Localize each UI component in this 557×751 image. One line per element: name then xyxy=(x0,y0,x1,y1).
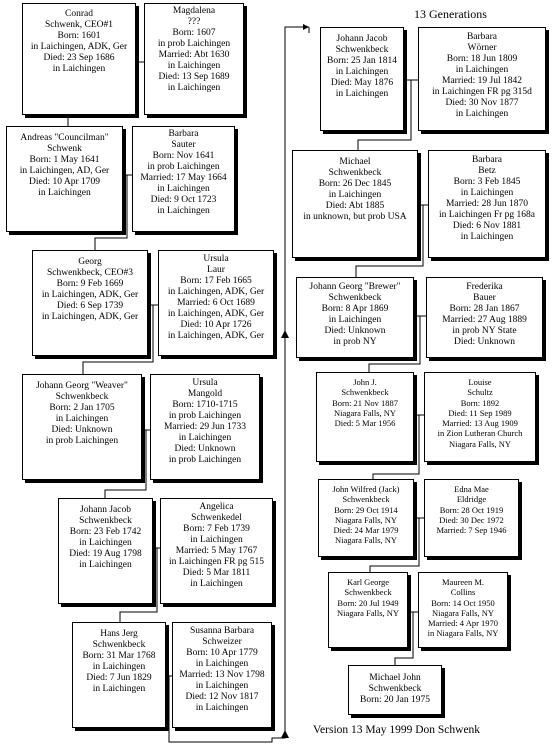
person-line: Married: 7 Sep 1946 xyxy=(436,525,507,536)
person-box-barbara-betz[interactable] xyxy=(428,150,546,258)
person-box-john-j[interactable] xyxy=(316,372,414,462)
person-line: Died: 7 Jun 1829 xyxy=(86,673,152,683)
person-line: Born: Nov 1641 xyxy=(152,151,215,161)
person-line: Schwenkbeck xyxy=(328,168,382,178)
person-line: Died: 6 Sep 1739 xyxy=(56,301,124,311)
person-box-barbara-worner[interactable] xyxy=(418,27,546,131)
person-line: in Laichingen xyxy=(157,206,210,216)
person-line: in Laichingen xyxy=(460,232,514,242)
person-line: Married: 6 Oct 1689 xyxy=(177,298,255,308)
person-line: in Laichingen xyxy=(157,184,210,194)
person-line: Born: 21 Nov 1887 xyxy=(332,397,398,408)
person-line: Schwenkbeck xyxy=(341,387,389,398)
person-line: Schwenkbeck, CEO#3 xyxy=(46,268,133,278)
person-box-karl-george[interactable] xyxy=(328,572,408,648)
person-line: in Laichingen xyxy=(190,579,243,589)
person-line: Ursula xyxy=(192,378,218,388)
person-box-johann-georg-weaver[interactable] xyxy=(22,374,142,480)
person-line: in Laichingen xyxy=(79,560,132,570)
person-box-louise[interactable] xyxy=(424,372,536,462)
person-line: Born: 18 Jun 1809 xyxy=(446,54,518,64)
person-line: Georg xyxy=(78,257,102,267)
person-line: in Laichingen, ADK, Ger xyxy=(41,312,139,322)
person-line: in Laichingen xyxy=(460,188,514,198)
person-line: in prob Laichingen xyxy=(45,436,119,446)
person-line: Born: 10 Apr 1779 xyxy=(186,648,258,658)
person-line: John Wilfred (Jack) xyxy=(332,484,400,494)
person-line: Married: 28 Jun 1870 xyxy=(445,199,529,209)
person-line: Schultz xyxy=(467,387,493,398)
person-box-michael[interactable] xyxy=(292,150,418,258)
person-line: Married: Abt 1630 xyxy=(158,50,230,60)
generations-title: 13 Generations xyxy=(414,7,487,21)
person-line: Married: 13 Aug 1909 xyxy=(442,418,518,429)
person-line: Died: 11 Sep 1989 xyxy=(448,407,512,418)
person-line: Died: 12 Nov 1817 xyxy=(185,692,259,702)
person-line: Johann Jacob xyxy=(80,505,131,515)
person-line: Died: 19 Aug 1798 xyxy=(69,549,142,559)
person-line: in prob NY xyxy=(333,337,377,347)
person-line: Born: 25 Jan 1814 xyxy=(327,56,397,66)
person-line: Hans Jerg xyxy=(100,629,138,639)
person-box-frederika[interactable] xyxy=(426,277,543,358)
person-line: Born: 1710-1715 xyxy=(172,400,238,410)
person-line: Born: 14 Oct 1950 xyxy=(431,597,495,608)
person-line: Schwenkbeck xyxy=(92,640,146,650)
person-line: Andreas "Councilman" xyxy=(20,133,109,143)
person-line: Born: 7 Feb 1739 xyxy=(183,524,250,534)
person-box-maureen[interactable] xyxy=(418,572,508,648)
person-line: Schwenkbeck xyxy=(342,494,390,505)
person-line: Born: 28 Jan 1867 xyxy=(449,304,520,314)
person-line: Died: Unknown xyxy=(51,425,113,435)
person-line: Died: 24 Mar 1979 xyxy=(333,525,399,536)
person-line: in Laichingen xyxy=(92,662,146,672)
person-line: Magdalena xyxy=(172,6,216,16)
person-line: Born: 23 Feb 1742 xyxy=(69,527,142,537)
person-line: in prob Laichingen xyxy=(168,455,242,465)
person-box-ursula-mangold[interactable] xyxy=(150,374,260,480)
person-line: Niagara Falls, NY xyxy=(334,514,398,525)
person-line: in unknown, but prob USA xyxy=(303,212,407,222)
version-footer: Version 13 May 1999 Don Schwenk xyxy=(313,724,481,736)
person-line: Sauter xyxy=(171,140,196,150)
person-line: Conrad xyxy=(65,9,93,19)
person-line: Barbara xyxy=(168,129,199,139)
person-line: Died: May 1876 xyxy=(330,78,394,88)
person-line: Barbara xyxy=(466,32,498,42)
person-line: Schwenkbeck xyxy=(328,293,382,303)
person-line: Died: 9 Oct 1723 xyxy=(150,195,217,205)
person-box-conrad[interactable] xyxy=(22,3,136,115)
person-box-georg[interactable] xyxy=(32,250,148,356)
person-line: in Laichingen xyxy=(190,535,243,545)
person-line: Eldridge xyxy=(456,494,487,505)
person-line: in Laichingen xyxy=(38,188,91,198)
person-line: Married: 19 Jul 1842 xyxy=(442,76,522,86)
person-line: in Laichingen Fr pg 168a xyxy=(438,210,536,220)
person-line: Married: 13 Nov 1798 xyxy=(179,670,265,680)
person-line: in Laichingen, ADK, Ger xyxy=(167,287,265,297)
person-box-susanna-barbara[interactable] xyxy=(172,622,272,728)
person-line: Married: 27 Aug 1889 xyxy=(442,315,527,325)
person-line: Died: 13 Sep 1689 xyxy=(158,72,230,82)
person-line: in prob Laichingen xyxy=(168,411,242,421)
person-line: Louise xyxy=(468,377,492,387)
person-line: Johann Georg "Brewer" xyxy=(309,282,401,292)
person-line: in Laichingen xyxy=(195,681,249,691)
person-line: in Niagara Falls, NY xyxy=(427,628,499,639)
person-line: Died: Abt 1885 xyxy=(325,201,385,211)
person-line: Schwenkbeck xyxy=(344,587,392,598)
person-line: Died: 10 Apr 1726 xyxy=(180,320,252,330)
person-line: in Laichingen, ADK, Ger xyxy=(167,309,265,319)
person-box-andreas[interactable] xyxy=(6,126,123,232)
person-line: in Laichingen xyxy=(52,64,106,74)
person-line: Niagara Falls, NY xyxy=(336,607,400,618)
person-line: in Laichingen, ADK, Ger xyxy=(167,331,265,341)
person-line: Niagara Falls, NY xyxy=(431,607,495,618)
person-line: in Laichingen FR pg 515 xyxy=(169,557,264,567)
person-line: Died: 10 Apr 1709 xyxy=(29,177,100,187)
person-line: Died: 30 Dec 1972 xyxy=(439,514,504,525)
person-line: Died: Unknown xyxy=(454,337,515,347)
person-line: Bauer xyxy=(473,293,496,303)
person-line: in Laichingen, AD, Ger xyxy=(19,166,110,176)
person-line: Born: 20 Jul 1949 xyxy=(337,597,399,608)
person-line: in Laichingen xyxy=(335,67,389,77)
person-line: Karl George xyxy=(346,577,390,587)
person-line: in Laichingen, ADK, Ger xyxy=(41,290,139,300)
person-line: Johann Georg "Weaver" xyxy=(36,381,128,391)
person-line: in Laichingen xyxy=(79,538,132,548)
person-line: Angelica xyxy=(199,502,234,512)
person-line: in Zion Lutheran Church xyxy=(437,428,523,439)
person-line: Born: 26 Dec 1845 xyxy=(318,179,392,189)
person-box-magdalena[interactable] xyxy=(144,3,244,115)
person-line: in Laichingen xyxy=(328,190,382,200)
person-line: in Laichingen xyxy=(55,414,109,424)
person-line: in Laichingen, ADK, Ger xyxy=(30,42,128,52)
person-line: Born: 1601 xyxy=(57,31,101,41)
person-line: in Laichingen xyxy=(328,315,382,325)
person-line: Born: 2 Jan 1705 xyxy=(49,403,115,413)
person-box-john-wilfred[interactable] xyxy=(318,479,414,557)
person-box-edna-mae[interactable] xyxy=(424,479,519,557)
person-line: Johann Jacob xyxy=(336,34,388,44)
person-line: Died: 30 Nov 1877 xyxy=(445,98,519,108)
person-line: Schwenk, CEO#1 xyxy=(44,20,114,30)
person-box-johann-jacob-1742[interactable] xyxy=(58,498,153,604)
person-box-johann-georg-brewer[interactable] xyxy=(296,277,414,358)
person-line: Born: 17 Feb 1665 xyxy=(180,276,252,286)
person-line: Died: 23 Sep 1686 xyxy=(43,53,115,63)
person-line: Married: 29 Jun 1733 xyxy=(163,422,247,432)
person-line: Died: 5 Mar 1811 xyxy=(182,568,251,578)
person-line: Died: 5 Mar 1956 xyxy=(334,418,396,429)
person-line: John J. xyxy=(353,377,377,387)
person-line: Frederika xyxy=(466,282,503,292)
person-line: Barbara xyxy=(471,155,503,165)
person-line: in Laichingen xyxy=(167,61,221,71)
person-line: in Laichingen xyxy=(335,89,389,99)
person-line: Edna Mae xyxy=(454,484,489,494)
person-line: Born: 29 Oct 1914 xyxy=(334,504,398,515)
person-line: Schweizer xyxy=(202,637,242,647)
person-line: Maureen M. xyxy=(441,577,484,587)
person-line: Born: 3 Feb 1845 xyxy=(453,177,521,187)
person-line: Collins xyxy=(450,587,476,598)
person-line: Schwenkbeck xyxy=(368,684,422,694)
person-box-barbara-sauter[interactable] xyxy=(132,126,235,232)
person-line: Michael xyxy=(339,157,371,167)
person-line: in Laichingen xyxy=(92,684,146,694)
person-line: Michael John xyxy=(369,673,421,683)
person-line: in Laichingen xyxy=(178,433,232,443)
person-line: Wörner xyxy=(467,43,497,53)
person-line: Susanna Barbara xyxy=(189,626,255,636)
person-line: Married: 17 May 1664 xyxy=(140,173,227,183)
person-line: Died: 6 Nov 1881 xyxy=(452,221,522,231)
person-line: Died: Unknown xyxy=(324,326,386,336)
person-line: Schwenkedel xyxy=(191,513,242,523)
person-line: Schwenkbeck xyxy=(335,45,389,55)
person-line: Born: 31 Mar 1768 xyxy=(82,651,156,661)
person-line: in Laichingen xyxy=(195,659,249,669)
person-box-angelica[interactable] xyxy=(160,498,273,604)
person-line: Mangold xyxy=(187,389,223,399)
person-box-ursula-laur[interactable] xyxy=(158,250,274,356)
person-line: in prob Laichingen xyxy=(157,39,231,49)
person-line: Niagara Falls, NY xyxy=(334,535,398,546)
person-line: in prob Laichingen xyxy=(147,162,220,172)
person-line: Born: 28 Oct 1919 xyxy=(439,504,504,515)
person-line: Born: 8 Apr 1869 xyxy=(321,304,389,314)
person-line: Died: Unknown xyxy=(174,444,236,454)
person-box-hans-jerg[interactable] xyxy=(72,622,166,728)
person-line: in Laichingen xyxy=(455,109,509,119)
person-line: Born: 1607 xyxy=(172,28,216,38)
person-line: Born: 20 Jan 1975 xyxy=(360,695,430,705)
person-box-johann-jacob-1814[interactable] xyxy=(320,27,404,131)
person-line: in prob NY State xyxy=(452,326,517,336)
person-line: Married: 5 May 1767 xyxy=(175,546,258,556)
person-line: Niagara Falls, NY xyxy=(448,438,512,449)
person-line: Laur xyxy=(207,265,225,275)
person-line: Born: 9 Feb 1669 xyxy=(56,279,124,289)
person-line: Schwenkbeck xyxy=(79,516,132,526)
person-line: Niagara Falls, NY xyxy=(333,407,397,418)
person-line: in Laichingen FR pg 315d xyxy=(432,87,532,97)
person-line: Married: 4 Apr 1970 xyxy=(427,618,499,629)
person-line: Born: 1892 xyxy=(460,397,500,408)
person-line: Betz xyxy=(478,166,496,176)
person-line: Schwenkbeck xyxy=(55,392,109,402)
person-line: Ursula xyxy=(203,254,229,264)
person-line: in Laichingen xyxy=(195,703,249,713)
person-line: in Laichingen xyxy=(455,65,509,75)
person-line: Born: 1 May 1641 xyxy=(29,155,100,165)
person-line: ??? xyxy=(187,17,201,27)
person-line: Schwenk xyxy=(47,144,82,154)
person-line: in Laichingen xyxy=(167,83,221,93)
person-box-michael-john[interactable] xyxy=(348,665,442,715)
